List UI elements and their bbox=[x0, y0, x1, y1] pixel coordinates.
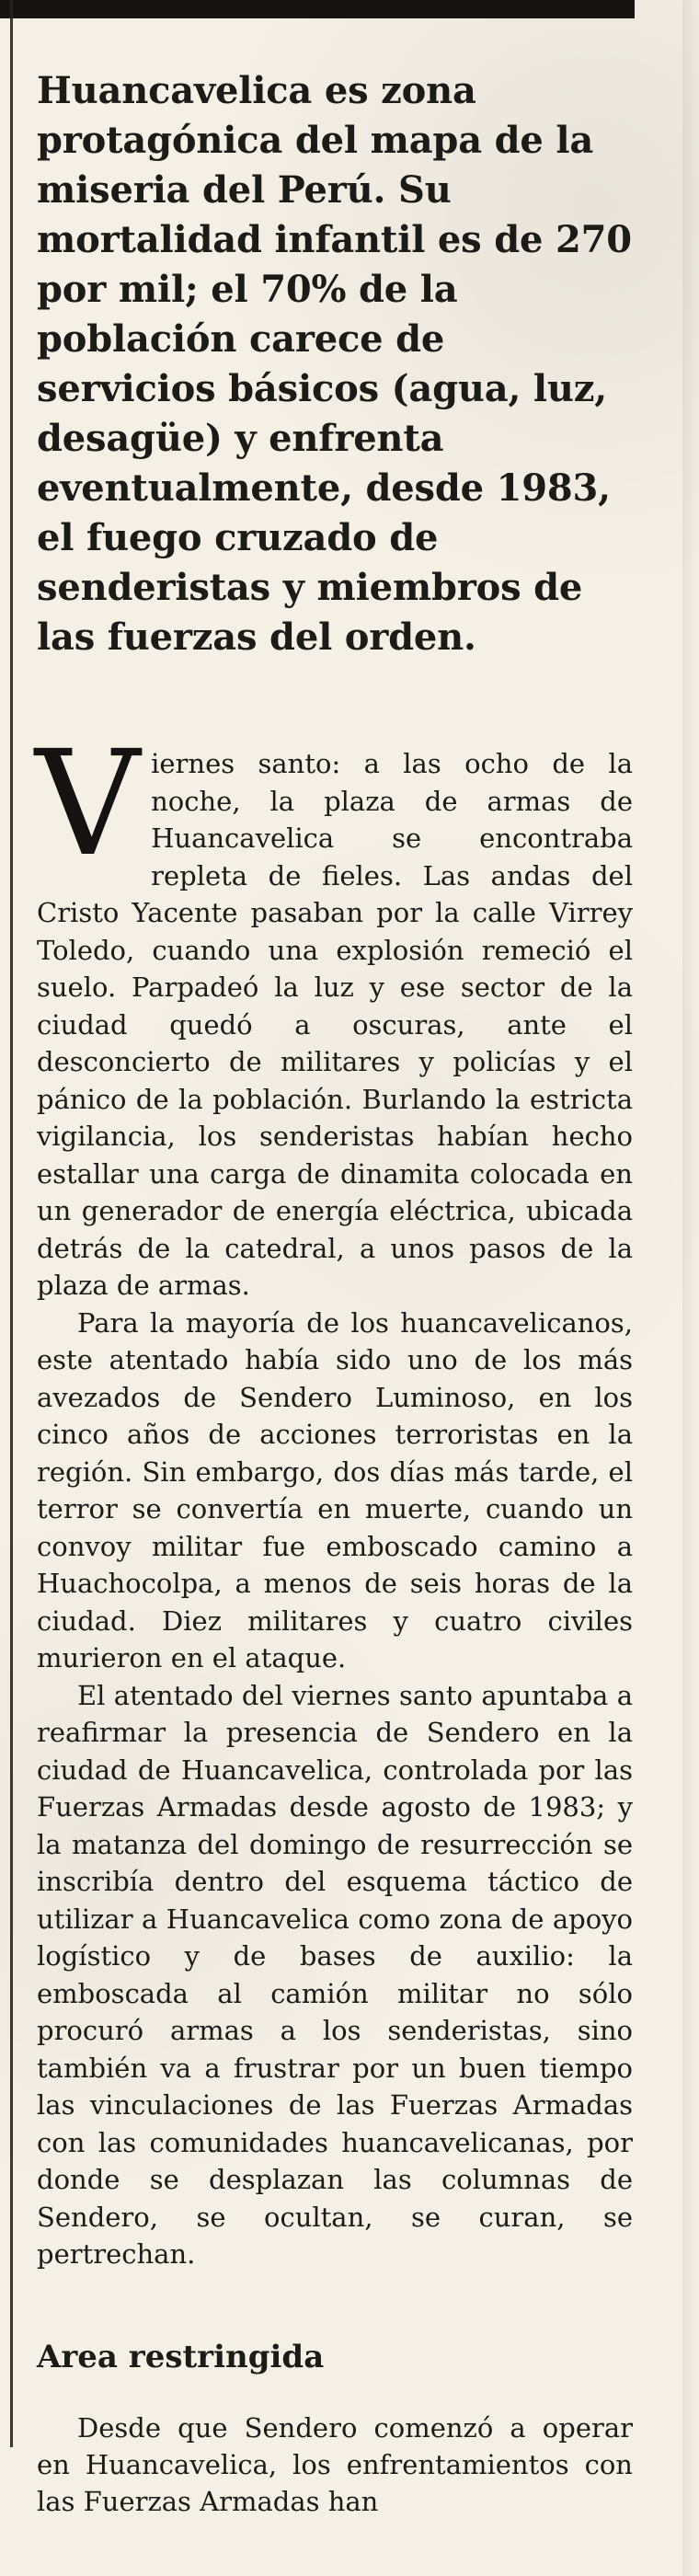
left-column-rule bbox=[10, 0, 13, 2447]
paragraph-3: El atentado del viernes santo apuntaba a reafirmar la presencia de Sendero en la ciudad de Huancavelica, controlada por las Fuerzas Armadas desde agosto de 1983; y la matanza del domingo de resurrección se inscribía dentro del esquema táctico de utilizar a Huancavelica como zona de apoyo logístico y de bases de auxilio: la emboscada al camión militar no sólo procuró armas a los senderistas, sino también va a frustrar por un buen tiempo las vinculaciones de las Fuerzas Armadas con las comunidades huancavelicanas, por donde se desplazan las columnas de Sendero, se ocultan, se curan, se pertrechan. bbox=[37, 1679, 633, 2270]
opening-paragraph-text: iernes santo: a las ocho de la noche, la plaza de armas de Huancavelica se encontraba repleta de fieles. Las andas del Cristo Yacente pasaban por la calle Virrey Toledo, cuando una explosión remeció el suelo. Parpadeó la luz y ese sector de la ciudad quedó a oscuras, ante el desconcierto de militares y policías y el pánico de la población. Burlando la estricta vigilancia, los senderistas habían hecho estallar una carga de dinamita colocada en un generador de energía eléctrica, ubicada detrás de la catedral, a unos pasos de la plaza de armas. bbox=[37, 748, 633, 1301]
lead-paragraph: Huancavelica es zona protagónica del mapa de la miseria del Perú. Su mortalidad infantil es de 270 por mil; el 70% de la población carece de servicios básicos (agua, luz, desagüe) y enfrenta eventualmente, desde 1983, el fuego cruzado de senderistas y miembros de las fuerzas del orden. bbox=[37, 69, 632, 659]
paper-edge-shadow bbox=[682, 0, 699, 2576]
opening-paragraph bbox=[35, 719, 633, 1305]
section-subhead: Area restringida bbox=[37, 2338, 325, 2375]
paragraph-2: Para la mayoría de los huancavelicanos, este atentado había sido uno de los más avezados de Sendero Luminoso, en los cinco años de acciones terroristas en la región. Sin embargo, dos días más tarde, el terror se convertía en muerte, cuando un convoy militar fue emboscado camino a Huachocolpa, a menos de seis horas de la ciudad. Diez militares y cuatro civiles murieron en el ataque. bbox=[37, 1306, 633, 1673]
article-body bbox=[35, 719, 633, 2273]
top-black-rule bbox=[0, 0, 635, 18]
article-column bbox=[37, 66, 633, 2520]
article-tail bbox=[37, 2409, 633, 2520]
paragraph-4: Desde que Sendero comenzó a operar en Huancavelica, los enfrentamientos con las Fuerzas Armadas han bbox=[37, 2411, 633, 2517]
dropcap-letter: V bbox=[35, 719, 141, 889]
